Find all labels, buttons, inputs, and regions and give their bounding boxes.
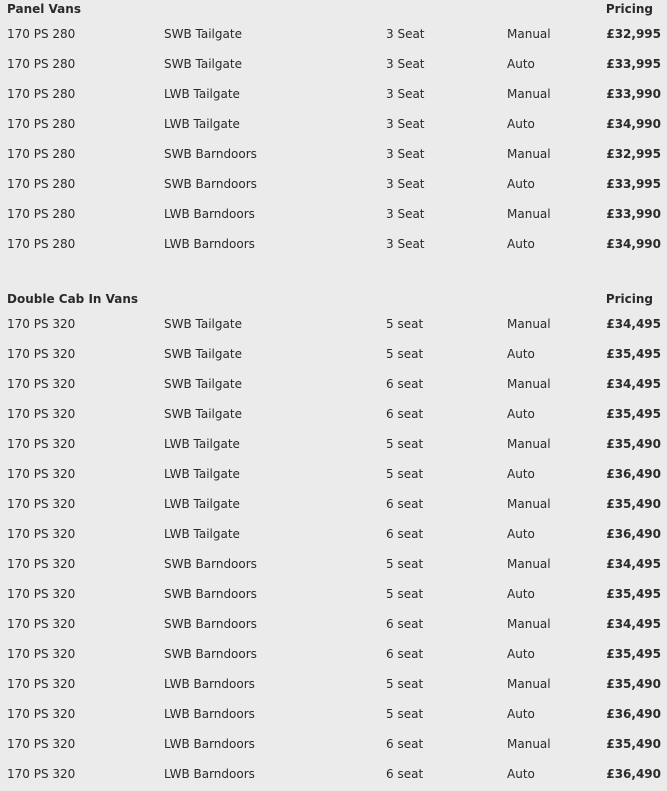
table-row xyxy=(0,519,667,549)
price-cell: £35,490 xyxy=(606,497,661,511)
body-type-cell: SWB Tailgate xyxy=(164,407,242,421)
gearbox-cell: Manual xyxy=(507,207,551,221)
body-type-cell: LWB Tailgate xyxy=(164,117,240,131)
gearbox-cell: Auto xyxy=(507,647,535,661)
seats-cell: 5 seat xyxy=(386,677,424,691)
price-cell: £33,995 xyxy=(606,177,661,191)
gearbox-cell: Manual xyxy=(507,27,551,41)
seats-cell: 5 seat xyxy=(386,347,424,361)
gearbox-cell: Auto xyxy=(507,177,535,191)
engine-cell: 170 PS 280 xyxy=(7,147,76,161)
body-type-cell: LWB Tailgate xyxy=(164,497,240,511)
double-cab-pricing-label: Pricing xyxy=(605,292,653,306)
seats-cell: 5 seat xyxy=(386,557,424,571)
body-type-cell: LWB Barndoors xyxy=(164,207,255,221)
seats-cell: 6 seat xyxy=(386,497,424,511)
price-cell: £36,490 xyxy=(606,467,661,481)
panel-vans-table xyxy=(0,1,667,259)
table-row xyxy=(0,639,667,669)
gearbox-cell: Manual xyxy=(507,317,551,331)
seats-cell: 6 seat xyxy=(386,377,424,391)
seats-cell: 3 Seat xyxy=(386,177,425,191)
body-type-cell: LWB Barndoors xyxy=(164,737,255,751)
engine-cell: 170 PS 320 xyxy=(7,767,76,781)
seats-cell: 6 seat xyxy=(386,407,424,421)
seats-cell: 6 seat xyxy=(386,617,424,631)
body-type-cell: SWB Tailgate xyxy=(164,57,242,71)
seats-cell: 5 seat xyxy=(386,587,424,601)
seats-cell: 6 seat xyxy=(386,737,424,751)
double-cab-rows xyxy=(0,309,667,789)
table-row xyxy=(0,489,667,519)
body-type-cell: SWB Barndoors xyxy=(164,587,257,601)
double-cab-header xyxy=(0,291,667,309)
price-cell: £35,490 xyxy=(606,677,661,691)
price-cell: £33,995 xyxy=(606,57,661,71)
engine-cell: 170 PS 280 xyxy=(7,27,76,41)
body-type-cell: SWB Tailgate xyxy=(164,347,242,361)
engine-cell: 170 PS 320 xyxy=(7,497,76,511)
seats-cell: 5 seat xyxy=(386,317,424,331)
body-type-cell: SWB Tailgate xyxy=(164,317,242,331)
price-cell: £34,495 xyxy=(606,377,661,391)
body-type-cell: SWB Barndoors xyxy=(164,147,257,161)
price-cell: £34,495 xyxy=(606,557,661,571)
table-row xyxy=(0,109,667,139)
gearbox-cell: Auto xyxy=(507,707,535,721)
table-row xyxy=(0,609,667,639)
price-cell: £32,995 xyxy=(606,27,661,41)
engine-cell: 170 PS 320 xyxy=(7,647,76,661)
seats-cell: 3 Seat xyxy=(386,87,425,101)
gearbox-cell: Auto xyxy=(507,467,535,481)
engine-cell: 170 PS 320 xyxy=(7,587,76,601)
engine-cell: 170 PS 280 xyxy=(7,177,76,191)
body-type-cell: LWB Tailgate xyxy=(164,87,240,101)
gearbox-cell: Auto xyxy=(507,347,535,361)
table-row xyxy=(0,549,667,579)
gearbox-cell: Manual xyxy=(507,437,551,451)
gearbox-cell: Manual xyxy=(507,87,551,101)
engine-cell: 170 PS 280 xyxy=(7,57,76,71)
seats-cell: 6 seat xyxy=(386,527,424,541)
seats-cell: 3 Seat xyxy=(386,57,425,71)
gearbox-cell: Manual xyxy=(507,617,551,631)
gearbox-cell: Manual xyxy=(507,737,551,751)
engine-cell: 170 PS 320 xyxy=(7,467,76,481)
table-row xyxy=(0,399,667,429)
body-type-cell: SWB Tailgate xyxy=(164,27,242,41)
gearbox-cell: Manual xyxy=(507,147,551,161)
body-type-cell: SWB Barndoors xyxy=(164,647,257,661)
price-cell: £34,495 xyxy=(606,317,661,331)
seats-cell: 5 seat xyxy=(386,707,424,721)
panel-vans-header xyxy=(0,1,667,19)
seats-cell: 5 seat xyxy=(386,467,424,481)
engine-cell: 170 PS 320 xyxy=(7,347,76,361)
gearbox-cell: Auto xyxy=(507,117,535,131)
table-row xyxy=(0,429,667,459)
engine-cell: 170 PS 320 xyxy=(7,617,76,631)
price-cell: £33,990 xyxy=(606,207,661,221)
gearbox-cell: Auto xyxy=(507,527,535,541)
body-type-cell: LWB Barndoors xyxy=(164,767,255,781)
body-type-cell: LWB Tailgate xyxy=(164,467,240,481)
body-type-cell: LWB Barndoors xyxy=(164,237,255,251)
price-cell: £32,995 xyxy=(606,147,661,161)
table-row xyxy=(0,49,667,79)
table-row xyxy=(0,139,667,169)
table-row xyxy=(0,79,667,109)
table-row xyxy=(0,339,667,369)
engine-cell: 170 PS 320 xyxy=(7,317,76,331)
engine-cell: 170 PS 320 xyxy=(7,737,76,751)
table-row xyxy=(0,369,667,399)
gearbox-cell: Auto xyxy=(507,237,535,251)
gearbox-cell: Manual xyxy=(507,497,551,511)
engine-cell: 170 PS 280 xyxy=(7,207,76,221)
price-cell: £35,495 xyxy=(606,647,661,661)
price-cell: £33,990 xyxy=(606,87,661,101)
table-row xyxy=(0,759,667,789)
table-row xyxy=(0,459,667,489)
price-cell: £34,495 xyxy=(606,617,661,631)
gearbox-cell: Auto xyxy=(507,407,535,421)
engine-cell: 170 PS 280 xyxy=(7,87,76,101)
price-cell: £36,490 xyxy=(606,527,661,541)
gearbox-cell: Manual xyxy=(507,557,551,571)
body-type-cell: LWB Barndoors xyxy=(164,677,255,691)
body-type-cell: SWB Tailgate xyxy=(164,377,242,391)
table-row xyxy=(0,309,667,339)
gearbox-cell: Auto xyxy=(507,57,535,71)
body-type-cell: SWB Barndoors xyxy=(164,177,257,191)
body-type-cell: SWB Barndoors xyxy=(164,557,257,571)
seats-cell: 3 Seat xyxy=(386,237,425,251)
table-row xyxy=(0,199,667,229)
price-cell: £36,490 xyxy=(606,707,661,721)
price-cell: £35,495 xyxy=(606,407,661,421)
engine-cell: 170 PS 320 xyxy=(7,557,76,571)
seats-cell: 3 Seat xyxy=(386,117,425,131)
double-cab-title: Double Cab In Vans xyxy=(7,292,139,306)
price-cell: £36,490 xyxy=(606,767,661,781)
engine-cell: 170 PS 320 xyxy=(7,377,76,391)
engine-cell: 170 PS 280 xyxy=(7,117,76,131)
table-row xyxy=(0,669,667,699)
double-cab-table xyxy=(0,291,667,789)
table-row xyxy=(0,699,667,729)
seats-cell: 6 seat xyxy=(386,767,424,781)
engine-cell: 170 PS 320 xyxy=(7,677,76,691)
gearbox-cell: Manual xyxy=(507,677,551,691)
panel-vans-pricing-label: Pricing xyxy=(605,2,653,16)
gearbox-cell: Auto xyxy=(507,767,535,781)
price-cell: £34,990 xyxy=(606,237,661,251)
price-cell: £35,490 xyxy=(606,437,661,451)
seats-cell: 3 Seat xyxy=(386,147,425,161)
gearbox-cell: Auto xyxy=(507,587,535,601)
engine-cell: 170 PS 320 xyxy=(7,527,76,541)
seats-cell: 5 seat xyxy=(386,437,424,451)
body-type-cell: SWB Barndoors xyxy=(164,617,257,631)
body-type-cell: LWB Tailgate xyxy=(164,437,240,451)
engine-cell: 170 PS 320 xyxy=(7,407,76,421)
seats-cell: 3 Seat xyxy=(386,27,425,41)
body-type-cell: LWB Barndoors xyxy=(164,707,255,721)
body-type-cell: LWB Tailgate xyxy=(164,527,240,541)
engine-cell: 170 PS 320 xyxy=(7,437,76,451)
table-row xyxy=(0,729,667,759)
seats-cell: 6 seat xyxy=(386,647,424,661)
price-cell: £35,495 xyxy=(606,587,661,601)
seats-cell: 3 Seat xyxy=(386,207,425,221)
price-cell: £34,990 xyxy=(606,117,661,131)
table-row xyxy=(0,19,667,49)
engine-cell: 170 PS 320 xyxy=(7,707,76,721)
price-cell: £35,495 xyxy=(606,347,661,361)
table-row xyxy=(0,169,667,199)
panel-vans-title: Panel Vans xyxy=(7,2,81,16)
table-row xyxy=(0,579,667,609)
table-row xyxy=(0,229,667,259)
engine-cell: 170 PS 280 xyxy=(7,237,76,251)
gearbox-cell: Manual xyxy=(507,377,551,391)
panel-vans-rows xyxy=(0,19,667,259)
price-cell: £35,490 xyxy=(606,737,661,751)
